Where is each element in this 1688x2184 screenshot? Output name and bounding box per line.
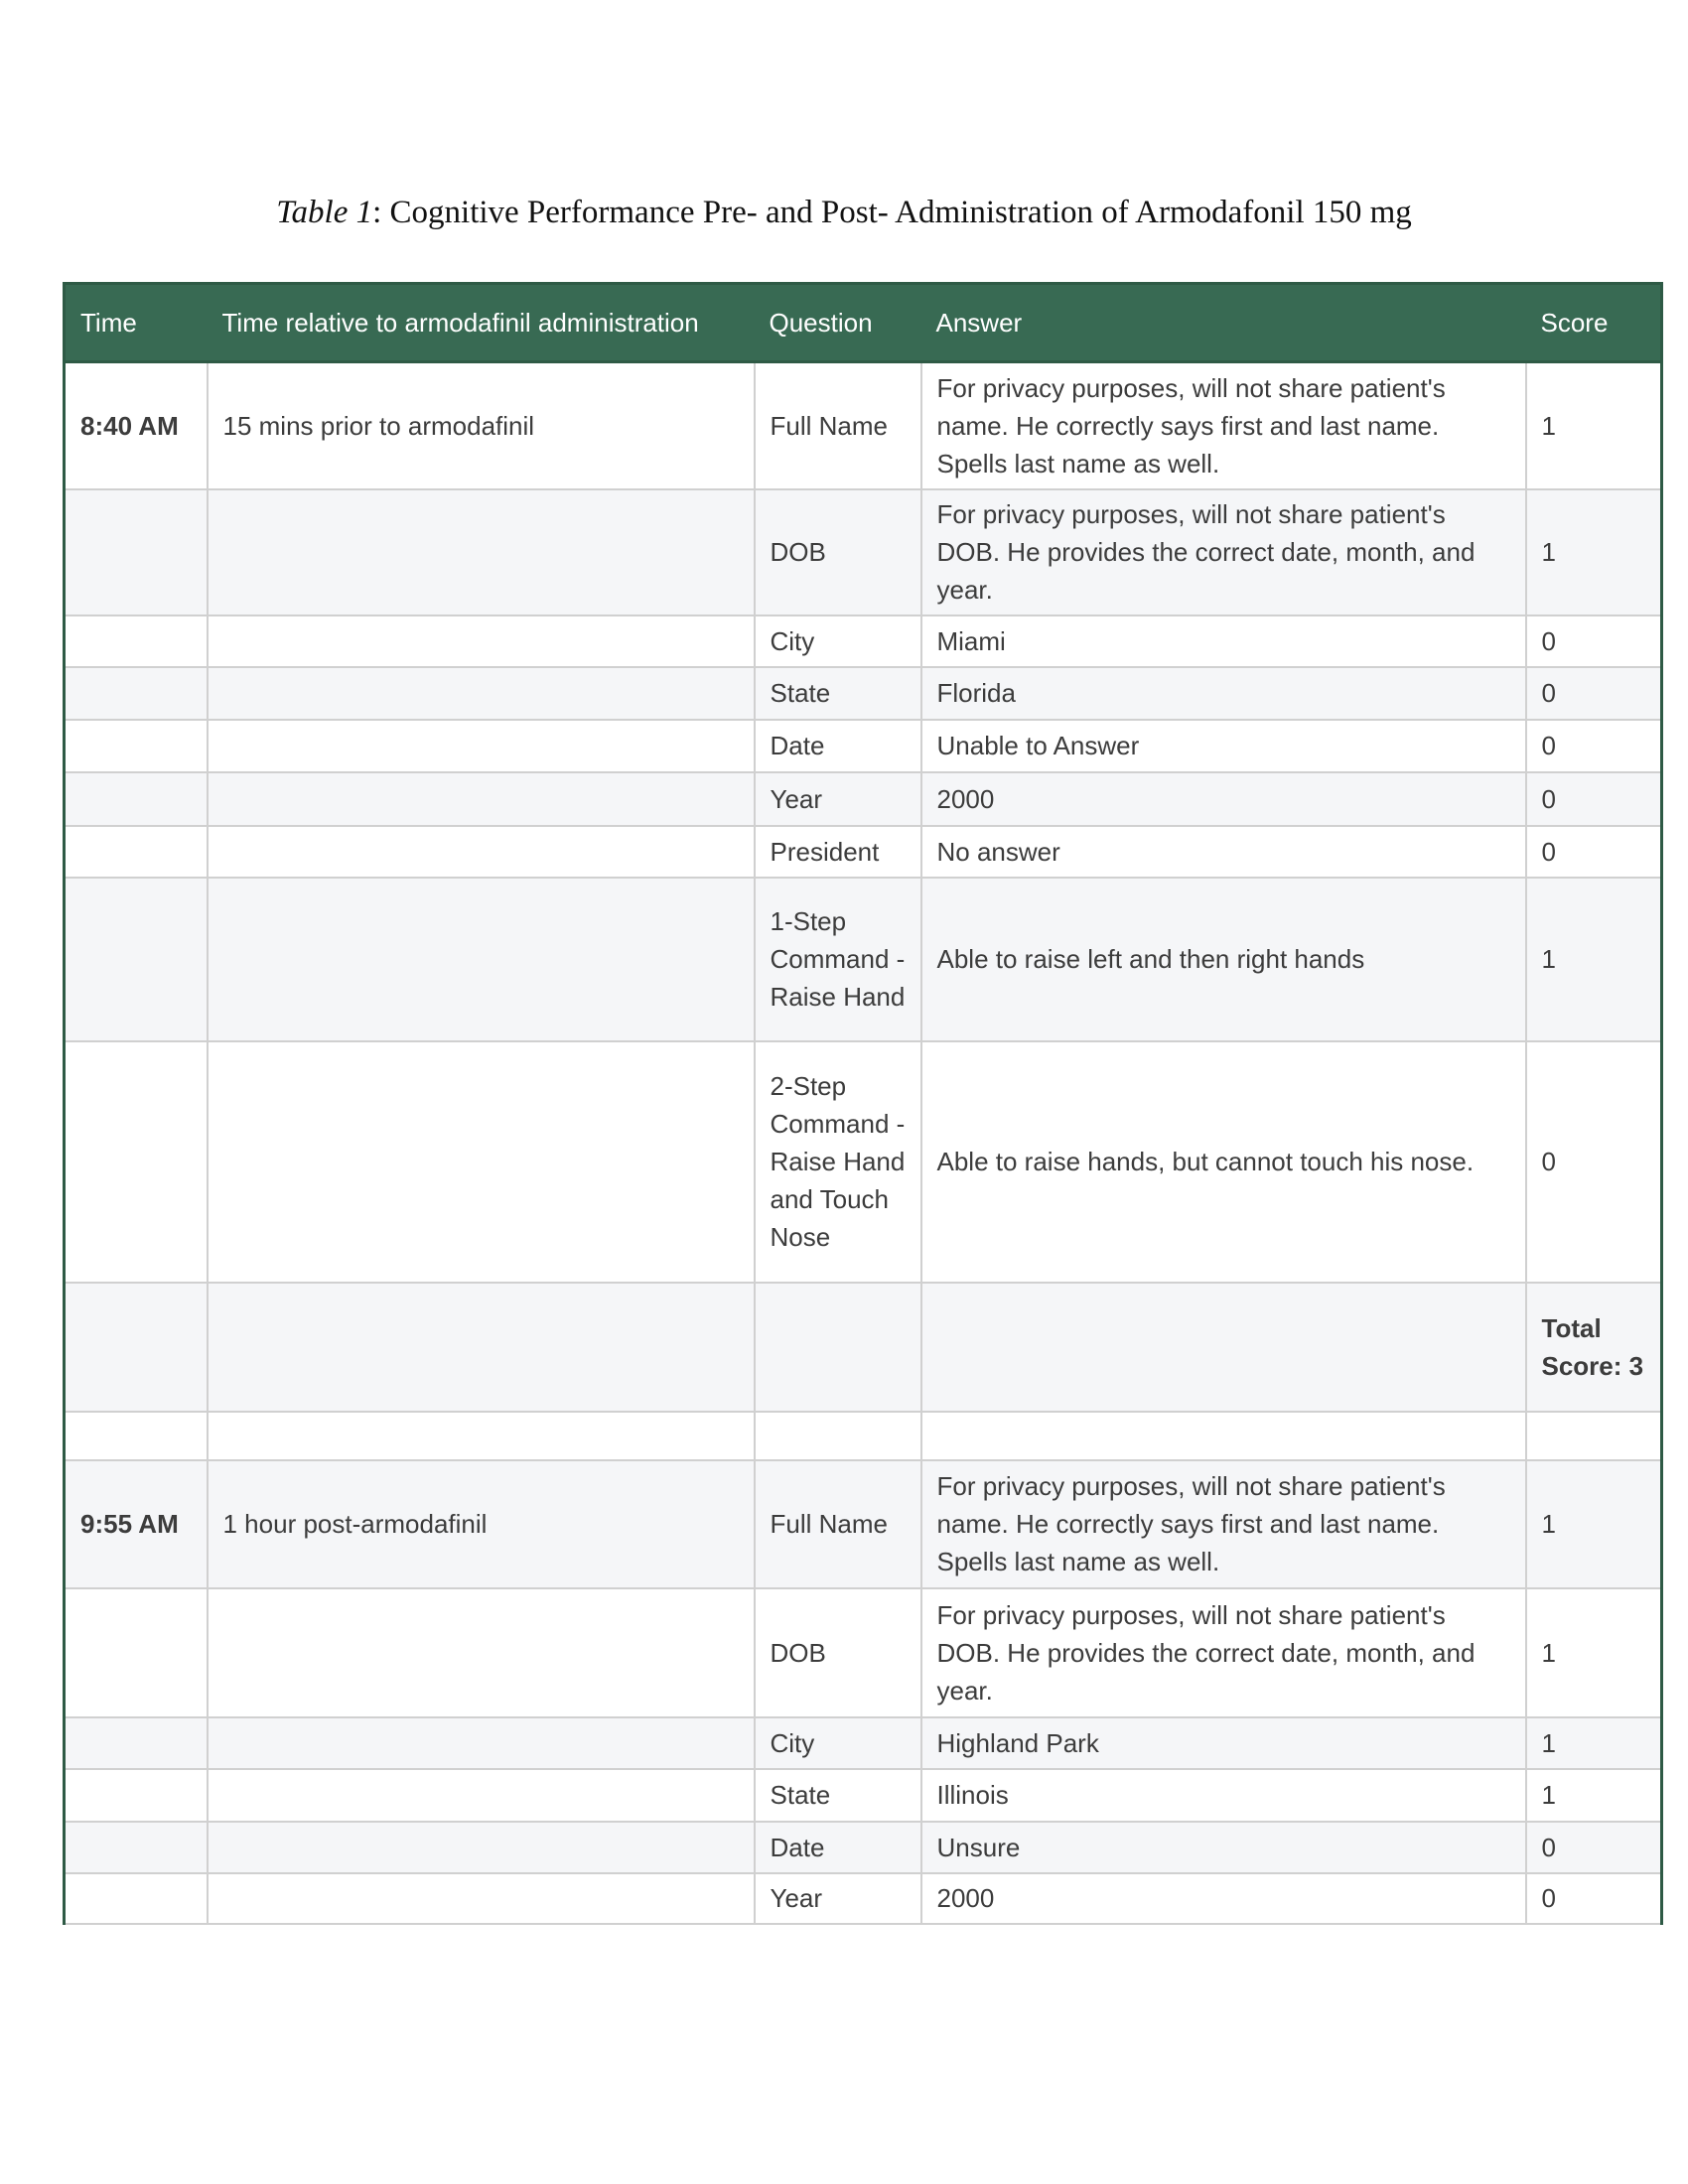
cell-question: Full Name: [755, 1460, 921, 1588]
cell-time: [65, 772, 208, 826]
cell-score: 0: [1526, 615, 1662, 667]
cell-relative: [208, 667, 755, 720]
cell-time: [65, 1588, 208, 1717]
cell-answer: Illinois: [921, 1769, 1526, 1822]
table-row: [65, 772, 1662, 826]
cell-relative: 1 hour post-armodafinil: [208, 1460, 755, 1588]
cell-score: 0: [1526, 720, 1662, 772]
cell-answer: Able to raise hands, but cannot touch his nose.: [921, 1041, 1526, 1283]
cell-relative: [208, 720, 755, 772]
cell-question: Full Name: [755, 362, 921, 489]
caption-label: Table 1: [276, 195, 373, 230]
cell-time: [65, 1822, 208, 1873]
cell-question: 2-Step Command - Raise Hand and Touch Nose: [755, 1041, 921, 1283]
cell-score: 0: [1526, 1873, 1662, 1924]
table-caption: [0, 195, 1688, 231]
cell-answer: For privacy purposes, will not share patient's DOB. He provides the correct date, month, and year.: [921, 1588, 1526, 1717]
cell-question: President: [755, 826, 921, 878]
table-row: [65, 1717, 1662, 1769]
table-row: [65, 878, 1662, 1041]
cell-time: [65, 720, 208, 772]
cell-answer: No answer: [921, 826, 1526, 878]
cell-time: [65, 489, 208, 615]
table-header-row: [65, 284, 1662, 362]
cell-relative: [208, 1283, 755, 1412]
cell-relative: [208, 1717, 755, 1769]
cell-relative: [208, 878, 755, 1041]
table-row: [65, 615, 1662, 667]
cell-answer: Florida: [921, 667, 1526, 720]
cell-question: State: [755, 667, 921, 720]
cell-time: [65, 1717, 208, 1769]
cell-relative: [208, 1822, 755, 1873]
cell-relative: [208, 1588, 755, 1717]
cell-time: [65, 615, 208, 667]
cell-score: [1526, 1412, 1662, 1460]
table-row: [65, 362, 1662, 489]
cell-time: [65, 667, 208, 720]
cell-relative: [208, 772, 755, 826]
cognitive-performance-table: [63, 282, 1663, 1925]
cell-time: [65, 1412, 208, 1460]
cell-relative: [208, 1873, 755, 1924]
cell-score: 1: [1526, 489, 1662, 615]
cell-score: 0: [1526, 1822, 1662, 1873]
cell-time: [65, 878, 208, 1041]
table-row: [65, 1822, 1662, 1873]
table-row-blank: [65, 1412, 1662, 1460]
table-row-total: [65, 1283, 1662, 1412]
table-row: [65, 826, 1662, 878]
cell-question: DOB: [755, 1588, 921, 1717]
column-header-time: Time: [65, 284, 208, 362]
cell-score: 1: [1526, 1460, 1662, 1588]
cell-relative: [208, 826, 755, 878]
cell-question: Date: [755, 720, 921, 772]
cell-question: [755, 1283, 921, 1412]
cell-answer: Miami: [921, 615, 1526, 667]
cell-question: City: [755, 1717, 921, 1769]
cell-time: 8:40 AM: [65, 362, 208, 489]
cell-relative: 15 mins prior to armodafinil: [208, 362, 755, 489]
cell-score: 1: [1526, 1717, 1662, 1769]
cell-score: 0: [1526, 826, 1662, 878]
table-row: [65, 1769, 1662, 1822]
cell-score: 1: [1526, 878, 1662, 1041]
cell-time: [65, 1769, 208, 1822]
cell-time: [65, 1283, 208, 1412]
cell-question: City: [755, 615, 921, 667]
cell-question: [755, 1412, 921, 1460]
cell-time: [65, 1873, 208, 1924]
caption-text: : Cognitive Performance Pre- and Post- Administration of Armodafonil 150 mg: [372, 195, 1412, 230]
table-row: [65, 1041, 1662, 1283]
column-header-relative-time: Time relative to armodafinil administration: [208, 284, 755, 362]
cell-score: 1: [1526, 1588, 1662, 1717]
table-row: [65, 489, 1662, 615]
cell-question: Year: [755, 772, 921, 826]
cell-score: 0: [1526, 667, 1662, 720]
table-row: [65, 1873, 1662, 1924]
cell-answer: Able to raise left and then right hands: [921, 878, 1526, 1041]
column-header-answer: Answer: [921, 284, 1526, 362]
cell-question: State: [755, 1769, 921, 1822]
cell-question: 1-Step Command - Raise Hand: [755, 878, 921, 1041]
cell-relative: [208, 1041, 755, 1283]
cell-answer: For privacy purposes, will not share patient's name. He correctly says first and last name. Spells last name as well.: [921, 1460, 1526, 1588]
cell-score: 1: [1526, 362, 1662, 489]
cell-time: [65, 826, 208, 878]
column-header-question: Question: [755, 284, 921, 362]
total-score: Total Score: 3: [1526, 1283, 1662, 1412]
cell-answer: Unable to Answer: [921, 720, 1526, 772]
cell-relative: [208, 1769, 755, 1822]
cell-question: Year: [755, 1873, 921, 1924]
cell-answer: [921, 1283, 1526, 1412]
cell-relative: [208, 489, 755, 615]
cell-time: [65, 1041, 208, 1283]
cell-question: Date: [755, 1822, 921, 1873]
cell-answer: 2000: [921, 1873, 1526, 1924]
table-row: [65, 1588, 1662, 1717]
cell-answer: [921, 1412, 1526, 1460]
table-row: [65, 667, 1662, 720]
cell-relative: [208, 615, 755, 667]
cell-relative: [208, 1412, 755, 1460]
cell-answer: Unsure: [921, 1822, 1526, 1873]
cell-score: 0: [1526, 1041, 1662, 1283]
cell-answer: 2000: [921, 772, 1526, 826]
table-row: [65, 1460, 1662, 1588]
cell-score: 1: [1526, 1769, 1662, 1822]
cell-answer: For privacy purposes, will not share patient's name. He correctly says first and last name. Spells last name as well.: [921, 362, 1526, 489]
cell-score: 0: [1526, 772, 1662, 826]
cell-question: DOB: [755, 489, 921, 615]
cell-answer: For privacy purposes, will not share patient's DOB. He provides the correct date, month, and year.: [921, 489, 1526, 615]
cell-time: 9:55 AM: [65, 1460, 208, 1588]
cell-answer: Highland Park: [921, 1717, 1526, 1769]
column-header-score: Score: [1526, 284, 1662, 362]
table-row: [65, 720, 1662, 772]
